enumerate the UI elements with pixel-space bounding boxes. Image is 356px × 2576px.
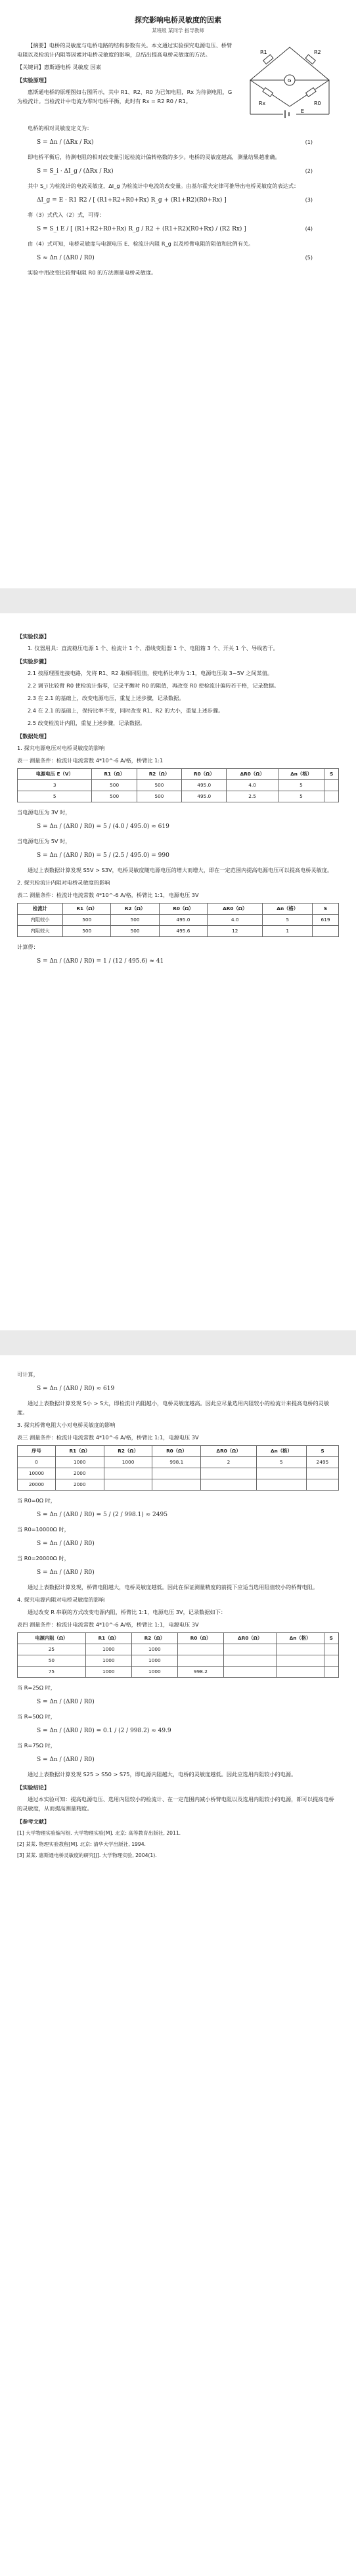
calc-4-label: 可计算， <box>17 1371 39 1378</box>
equation-2: S = S_i · ΔI_g / (ΔRx / Rx) (2) <box>37 168 313 175</box>
principle-p2: 电桥的相对灵敏度定义为： <box>28 125 93 131</box>
data-intro-3: 3. 探究桥臂电阻大小对电桥灵敏度的影响 <box>17 1422 116 1428</box>
calc-3-label: 计算得： <box>17 944 39 950</box>
data-intro-4: 4. 探究电源内阻对电桥灵敏度的影响 <box>17 1596 105 1603</box>
table2-caption: 表二 测量条件：检流计电流常数 4*10^-6 A/格，桥臂比 1:1，电源电压 3V <box>17 892 199 898</box>
calc-4: S = Δn / (ΔR0 / R0) ≈ 619 <box>37 1386 115 1392</box>
section-apparatus: 【实验仪器】 <box>17 633 50 640</box>
abstract: 【摘要】电桥的灵敏度与电桥电路的结构参数有关。本文通过实验探究电源电压、桥臂电阻以及检流计内阻等因素对电桥灵敏度的影响，总结出提高电桥灵敏度的方法。 <box>17 42 233 58</box>
table-row: 内阻较小 500 500 495.0 4.0 5 619 <box>18 915 339 926</box>
principle-p3: 即电桥平衡后，待测电阻的相对改变量引起检流计偏转格数的多少。电桥的灵敏度越高，测量结果越准确。 <box>28 154 280 160</box>
apparatus-text: 1. 仪器用具：直流稳压电源 1 个、检流计 1 个、滑线变阻器 1 个、电阻箱 3 个、开关 1 个、导线若干。 <box>28 645 278 651</box>
label-r1: R1 <box>260 49 267 55</box>
reference-item: [3] 某某. 惠斯通电桥灵敏度的研究[J]. 大学物理实验, 2004(1). <box>17 1852 157 1858</box>
step-item: 2.1 按原理图连接电路，先将 R1、R2 取相同阻值，使电桥比率为 1:1，电源电压取 3~5V 之间某值。 <box>28 670 273 676</box>
table-row: 50 1000 1000 <box>18 1655 339 1667</box>
table-row: 3 500 500 495.0 4.0 5 <box>18 780 339 791</box>
conclusion-4: 通过上表数据计算发现 S25 > S50 > S75，即电源内阻越大，电桥的灵敏度越低。因此应选用内阻较小的电源。 <box>28 1771 297 1778</box>
label-r0: R0 <box>314 100 321 106</box>
page-2 <box>0 613 356 1330</box>
section-data: 【数据处理】 <box>17 733 50 739</box>
page-3 <box>0 1355 356 2576</box>
table3-caption: 表三 测量条件：检流计电流常数 4*10^-6 A/格，桥臂比 1:1，电源电压 3V <box>17 1434 199 1441</box>
table1-caption: 表一 测量条件：检流计电流常数 4*10^-6 A/格，桥臂比 1:1 <box>17 757 164 764</box>
calc-10: S = Δn / (ΔR0 / R0) <box>37 1757 95 1763</box>
calc-9: S = Δn / (ΔR0 / R0) = 0.1 / (2 / 998.2) ≈ 49.9 <box>37 1728 171 1734</box>
table-row: 内阻较大 500 500 495.6 12 1 <box>18 926 339 937</box>
step-item: 2.4 在 2.1 的基础上，保持比率不变，同时改变 R1、R2 的大小，重复上述步骤。 <box>28 707 224 714</box>
equation-4: S = S_i E / [ (R1+R2+R0+Rx) R_g / R2 + (R1+R2)(R0+Rx) / (R2 Rx) ] (4) <box>37 226 313 232</box>
page-gap <box>0 588 356 613</box>
section-principle: 【实验原理】 <box>17 77 50 83</box>
summary-text: 通过本实验可知：提高电源电压、选用内阻较小的检流计、在一定范围内减小桥臂电阻以及选用内阻较小的电源，都可以提高电桥的灵敏度，从而提高测量精度。 <box>17 1796 334 1812</box>
calc-7: S = Δn / (ΔR0 / R0) <box>37 1569 95 1576</box>
label-g: G <box>288 78 292 83</box>
table-row: 75 1000 1000 998.2 <box>18 1667 339 1678</box>
label-r2: R2 <box>314 49 321 55</box>
step-item: 2.5 改变检流计内阻，重复上述步骤，记录数据。 <box>28 720 146 726</box>
calc-8-label: 当 R=25Ω 时， <box>17 1684 56 1691</box>
calc-9-label: 当 R=50Ω 时， <box>17 1713 56 1720</box>
principle-p7: 实验中用改变比较臂电阻 R0 的方法测量电桥灵敏度。 <box>28 269 157 276</box>
section-summary: 【实验结论】 <box>17 1784 50 1791</box>
section-steps: 【实验步骤】 <box>17 658 50 665</box>
equation-3: ΔI_g = E · R1 R2 / [ (R1+R2+R0+Rx) R_g + (R1+R2)(R0+Rx) ] (3) <box>37 197 313 204</box>
calc-6-label: 当 R0=10000Ω 时， <box>17 1526 70 1533</box>
conclusion-2: 通过上表数据计算发现 S小 > S大，即检流计内阻越小，电桥灵敏度越高。因此应尽量选用内阻较小的检流计来提高电桥的灵敏度。 <box>17 1400 330 1416</box>
authors-line: 某班级 某同学 指导教师 <box>152 28 204 33</box>
label-rx: Rx <box>259 100 266 106</box>
calc-8: S = Δn / (ΔR0 / R0) <box>37 1699 95 1705</box>
table-2: 检流计 R1（Ω） R2（Ω） R0（Ω） ΔR0（Ω） Δn（格） S 内阻较小 500 500 495.0 4.0 5 619 内阻较大 500 500 495.6 12 1 <box>17 903 339 937</box>
conclusion-1: 通过上表数据计算发现 S5V > S3V，电桥灵敏度随电源电压的增大而增大，即在一定范围内提高电源电压可以提高电桥灵敏度。 <box>28 867 333 873</box>
table4-text: 通过改变 R 串联的方式改变电源内阻，桥臂比 1:1，电源电压 3V，记录数据如下： <box>28 1609 227 1615</box>
table-row: 5 500 500 495.0 2.5 5 <box>18 791 339 802</box>
table-row: 0 1000 1000 998.1 2 5 2495 <box>18 1457 339 1468</box>
table-row: 25 1000 1000 <box>18 1644 339 1655</box>
principle-p1: 惠斯通电桥的原理图如右图所示，其中 R1、R2、R0 为已知电阻，Rx 为待测电阻，G 为检流计。当检流计中电流为零时电桥平衡，此时有 Rx = R2 R0 / R1。 <box>17 89 233 104</box>
calc-7-label: 当 R0=20000Ω 时， <box>17 1555 70 1561</box>
calc-6: S = Δn / (ΔR0 / R0) <box>37 1540 95 1547</box>
data-intro-2: 2. 探究检流计内阻对电桥灵敏度的影响 <box>17 879 110 886</box>
equation-1: S = Δn / (ΔRx / Rx) (1) <box>37 139 313 146</box>
calc-10-label: 当 R=75Ω 时， <box>17 1742 56 1749</box>
data-intro-1: 1. 探究电源电压对电桥灵敏度的影响 <box>17 745 105 751</box>
table-1: 电源电压 E（V） R1（Ω） R2（Ω） R0（Ω） ΔR0（Ω） Δn（格） S 3 500 500 495.0 4.0 5 5 500 500 495.0 2.5 5 <box>17 768 339 802</box>
page-gap <box>0 1330 356 1355</box>
table-4: 电源内阻（Ω） R1（Ω） R2（Ω） R0（Ω） ΔR0（Ω） Δn（格） S 25 1000 1000 50 1000 1000 75 1000 1000 998.2 <box>17 1632 339 1678</box>
equation-5: S ≈ Δn / (ΔR0 / R0) (5) <box>37 255 313 261</box>
reference-item: [1] 大学物理实验编写组. 大学物理实验[M]. 北京: 高等教育出版社, 2011. <box>17 1830 181 1836</box>
principle-p4: 其中 S_i 为检流计的电流灵敏度，ΔI_g 为检流计中电流的改变量。由基尔霍夫定律可推导出电桥灵敏度的表达式： <box>28 183 300 189</box>
conclusion-3: 通过上表数据计算发现，桥臂电阻越大，电桥灵敏度越低。因此在保证测量精度的前提下应适当选用阻值较小的桥臂电阻。 <box>28 1584 319 1590</box>
label-e: E <box>301 108 305 114</box>
step-item: 2.3 在 2.1 的基础上，改变电源电压，重复上述步骤，记录数据。 <box>28 695 185 701</box>
page-1 <box>0 0 356 588</box>
calc-2: S = Δn / (ΔR0 / R0) = 5 / (2.5 / 495.0) = 990 <box>37 852 169 859</box>
calc-2-label: 当电源电压为 5V 时， <box>17 838 71 844</box>
table-row: 10000 2000 <box>18 1468 339 1479</box>
table-3: 序号 R1（Ω） R2（Ω） R0（Ω） ΔR0（Ω） Δn（格） S 0 1000 1000 998.1 2 5 2495 10000 2000 20000 2000 <box>17 1445 339 1491</box>
section-references: 【参考文献】 <box>17 1818 50 1825</box>
calc-5-label: 当 R0=0Ω 时， <box>17 1497 56 1504</box>
calc-1: S = Δn / (ΔR0 / R0) = 5 / (4.0 / 495.0) ≈ 619 <box>37 823 169 830</box>
calc-5: S = Δn / (ΔR0 / R0) = 5 / (2 / 998.1) ≈ 2495 <box>37 1512 167 1518</box>
table4-caption: 表四 测量条件：检流计电流常数 4*10^-6 A/格，桥臂比 1:1，电源电压 3V <box>17 1621 199 1628</box>
table-row: 20000 2000 <box>18 1479 339 1491</box>
calc-3: S = Δn / (ΔR0 / R0) = 1 / (12 / 495.6) ≈ 41 <box>37 958 164 965</box>
step-item: 2.2 调节比较臂 R0 使检流计指零，记录平衡时 R0 的阻值，再改变 R0 使检流计偏转若干格，记录数据。 <box>28 682 280 689</box>
document-title: 探究影响电桥灵敏度的因素 <box>135 16 221 24</box>
bridge-circuit-diagram <box>240 41 339 120</box>
principle-p5: 将（3）式代入（2）式，可得： <box>28 211 104 218</box>
reference-item: [2] 某某. 物理实验教程[M]. 北京: 清华大学出版社, 1994. <box>17 1841 146 1847</box>
principle-p6: 由（4）式可知，电桥灵敏度与电源电压 E、检流计内阻 R_g 以及桥臂电阻的阻值和比例有关。 <box>28 240 254 247</box>
calc-1-label: 当电源电压为 3V 时， <box>17 809 71 816</box>
keywords: 【关键词】惠斯通电桥 灵敏度 因素 <box>17 64 102 70</box>
